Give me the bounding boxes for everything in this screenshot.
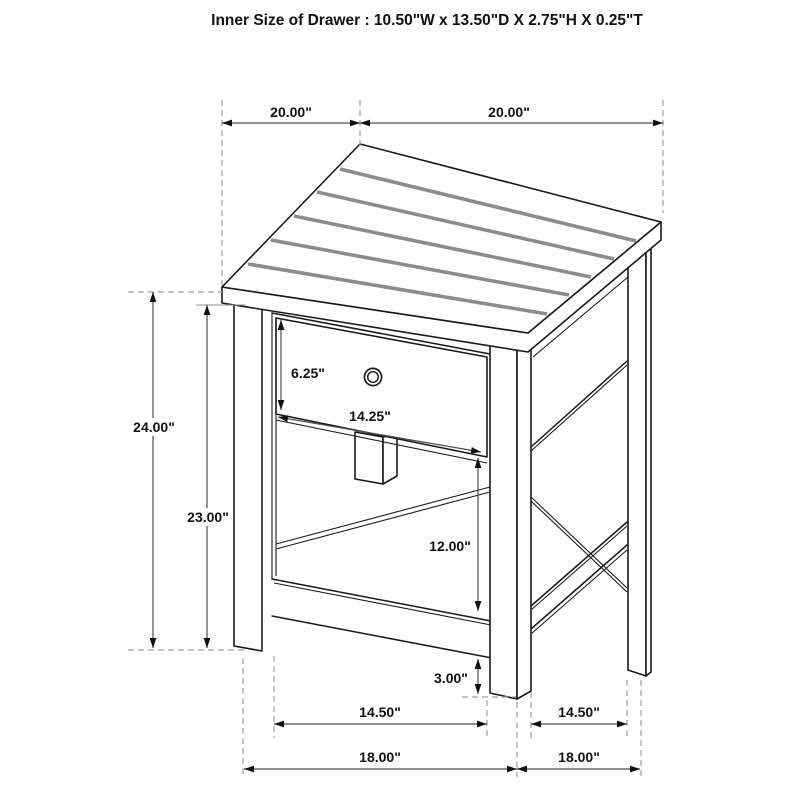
dim-label-height-under-top: 23.00" (187, 509, 229, 525)
dim-shelf-clearance (425, 458, 478, 611)
dim-foot-height (434, 659, 478, 694)
dim-label-front-outer-width: 18.00" (359, 749, 401, 765)
dim-label-drawer-width: 14.25" (349, 408, 391, 424)
dim-front-inner-span (274, 704, 487, 724)
dim-label-overall-height: 24.00" (133, 419, 175, 435)
front-leg (490, 342, 531, 699)
table-drawing (222, 144, 661, 699)
dim-height-under-top (183, 305, 233, 648)
dim-label-foot-height: 3.00" (434, 670, 468, 686)
drawer-knob (364, 368, 381, 385)
shelf-front-left (272, 487, 492, 658)
drawer-inner-size-title: Inner Size of Drawer : 10.50"W x 13.50"D X 2.75"H X 0.25"T (211, 12, 643, 29)
shelf-right-side (531, 497, 627, 634)
dim-label-top-depth: 20.00" (270, 104, 312, 120)
dim-label-side-outer-depth: 18.00" (558, 749, 600, 765)
dim-label-front-inner-span: 14.50" (359, 704, 401, 720)
dim-side-outer-depth (517, 749, 640, 769)
dim-side-inner-span (531, 704, 627, 724)
dim-label-drawer-height: 6.25" (291, 365, 325, 381)
right-leg (628, 246, 651, 676)
dim-label-shelf-clearance: 12.00" (429, 538, 471, 554)
left-leg (234, 300, 262, 651)
dim-front-outer-width (244, 749, 517, 769)
dim-top-width (360, 104, 663, 123)
dim-overall-height (129, 292, 179, 648)
dim-label-side-inner-span: 14.50" (558, 704, 600, 720)
dim-label-top-width: 20.00" (488, 104, 530, 120)
drawer-support-block (355, 432, 397, 484)
dim-top-depth (222, 104, 360, 123)
